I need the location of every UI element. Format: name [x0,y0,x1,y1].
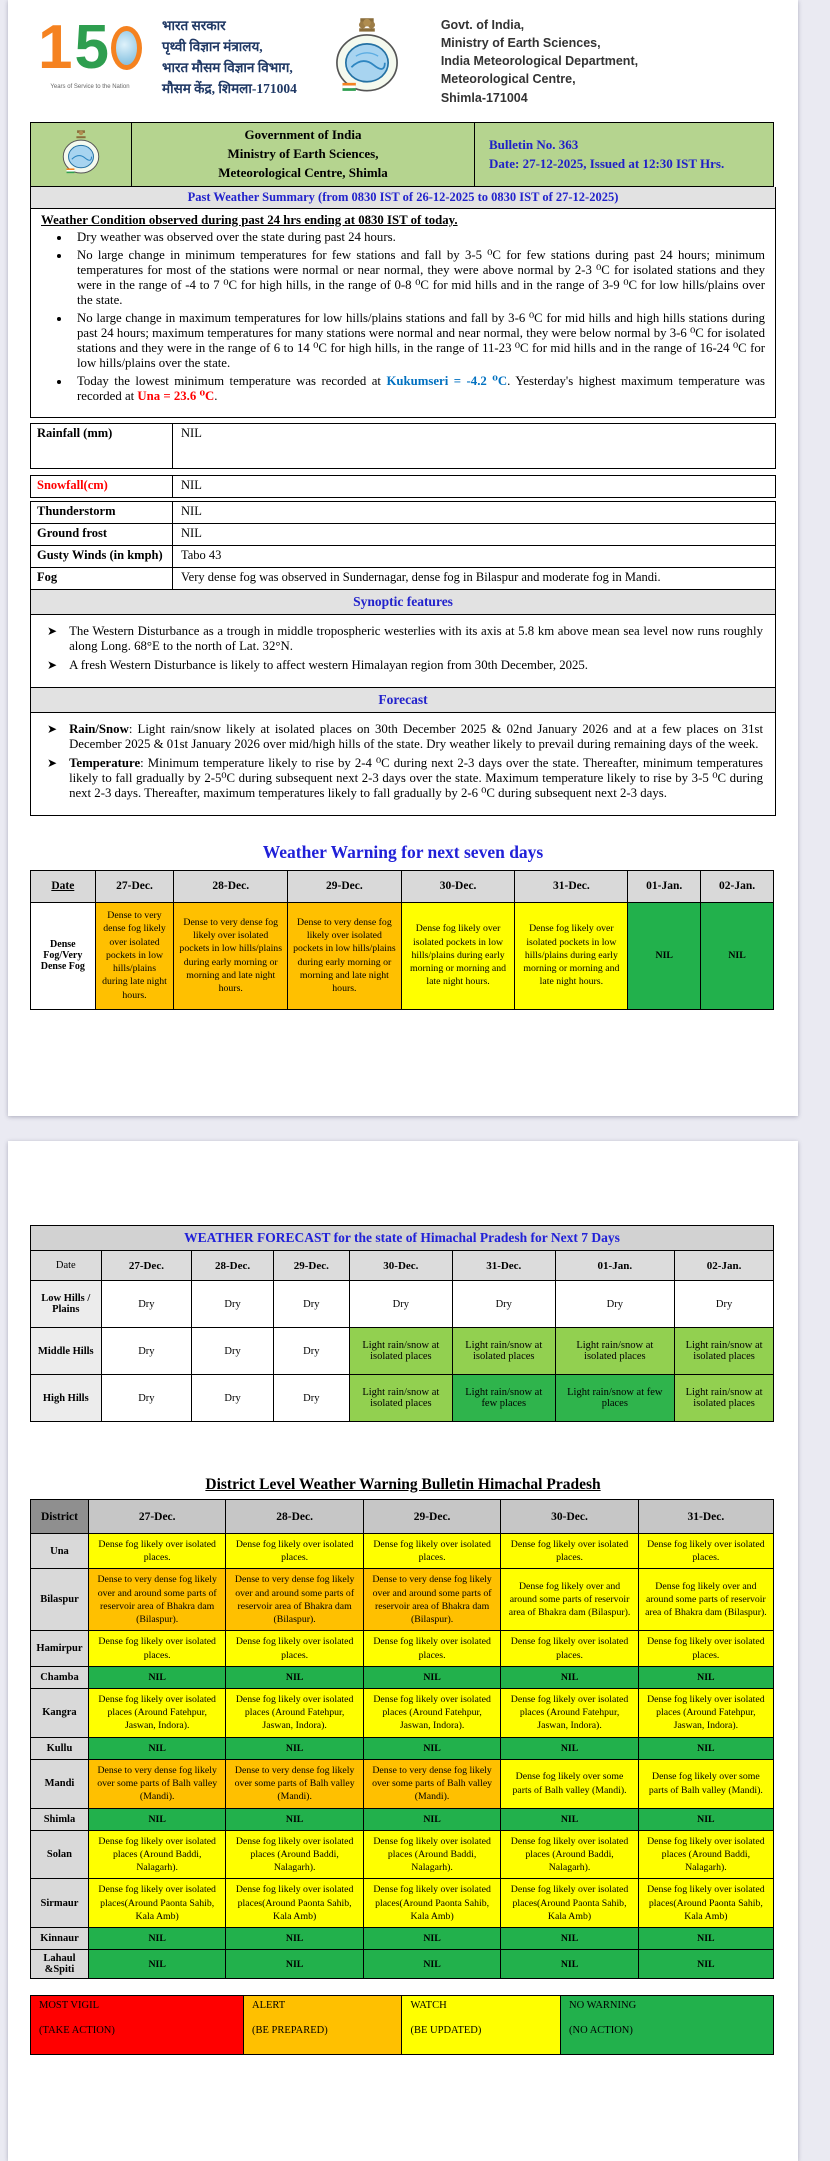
district-warning-cell: Dense to very dense fog likely over and around some parts of reservoir area of Bhakra dam (Bilaspur). [88,1569,225,1631]
forecast-lead: Rain/Snow [69,721,129,736]
forecast-bullet [47,722,763,752]
district-name-cell: Kullu [31,1737,89,1759]
letterhead [8,0,798,116]
forecast-date-header: 27-Dec. [101,1251,192,1281]
imd-150-years-logo [38,13,142,90]
synoptic-bullet [47,658,763,673]
district-row [31,1950,774,1979]
tricolor-flag-icon [342,83,355,91]
district-warning-cell: Dense fog likely over isolated places (Around Fatehpur, Jaswan, Indora). [501,1688,638,1737]
district-warning-cell: NIL [88,1928,225,1950]
district-warning-cell: Dense fog likely over some parts of Balh valley (Mandi). [501,1759,638,1808]
district-warning-cell: Dense fog likely over isolated places. [226,1631,363,1666]
arrow-bullet-icon: ➤ [47,721,58,736]
district-warning-cell: Dense fog likely over isolated places (Around Baddi, Nalagarh). [88,1830,225,1879]
district-warning-cell: Dense fog likely over isolated places. [88,1631,225,1666]
district-warning-cell: Dense to very dense fog likely over some parts of Balh valley (Mandi). [88,1759,225,1808]
forecast-cell: Dry [101,1281,192,1328]
district-warning-cell: Dense fog likely over isolated places (Around Baddi, Nalagarh). [226,1830,363,1879]
bulletin-date: Date: 27-12-2025, Issued at 12:30 IST Hrs. [489,156,725,172]
district-row [31,1879,774,1928]
district-row [31,1534,774,1569]
bulletin-number: Bulletin No. 363 [489,136,579,152]
weather-condition-section [30,209,776,418]
weather-warning-table [30,870,774,1010]
document-page-2 [8,1141,798,2161]
district-warning-cell: NIL [501,1928,638,1950]
forecast-date-header: 29-Dec. [273,1251,349,1281]
forecast-cell: Dry [101,1375,192,1422]
bullet-item: • Dry weather was observed over the state during past 24 hours. [71,230,765,245]
logo-caption: Years of Service to the Nation [50,84,130,90]
district-warning-cell: NIL [501,1950,638,1979]
forecast-cell: Dry [452,1281,555,1328]
district-warning-cell: NIL [88,1737,225,1759]
bulletin-meta [475,123,774,187]
district-header-row [31,1500,774,1534]
weather-condition-bullets [71,230,765,404]
forecast-row-label: Middle Hills [31,1328,102,1375]
legend-sublabel: (BE PREPARED) [251,2025,328,2037]
legend-label: NO WARNING [568,2000,637,2012]
district-warning-cell: Dense fog likely over and around some parts of reservoir area of Bhakra dam (Bilaspur). [501,1569,638,1631]
warning-date-header: 27-Dec. [95,870,174,902]
forecast-cell: Dry [273,1328,349,1375]
district-name-cell: Una [31,1534,89,1569]
warning-cell: Dense fog likely over isolated pockets in low hills/plains during early morning or morning and late night hours. [515,902,628,1009]
forecast-date-header: 31-Dec. [452,1251,555,1281]
warning-date-header: 01-Jan. [628,870,701,902]
banner-line: Ministry of Earth Sciences, [227,145,379,161]
observation-label: Thunderstorm [31,502,173,523]
forecast-cell: Dry [192,1281,274,1328]
forecast-row [31,1375,774,1422]
district-date-header: 31-Dec. [638,1500,773,1534]
warning-cell: NIL [701,902,774,1009]
observation-value: NIL [181,503,202,518]
hindi-line: भारत मौसम विज्ञान विभाग, [162,59,293,75]
district-date-header: 28-Dec. [226,1500,363,1534]
district-warning-cell: Dense fog likely over isolated places. [638,1534,773,1569]
district-warning-cell: Dense fog likely over isolated places (Around Fatehpur, Jaswan, Indora). [226,1688,363,1737]
district-warning-cell: Dense fog likely over isolated places(Around Paonta Sahib, Kala Amb) [638,1879,773,1928]
forecast-text [69,722,763,752]
legend-watch [402,1996,561,2055]
district-warning-cell: NIL [501,1808,638,1830]
district-warning-cell: NIL [501,1666,638,1688]
forecast-body: : Minimum temperature likely to rise by 2-4 ⁰C during next 2-3 days over the state. Thereafter, minimum temperatures likely to fall gradually by 2-5⁰C during subsequent next 2-3 days over the state. Maximum temperature likely to rise by 3-5 ⁰C during next 2-3 days. Thereafter, maximum temperatures likely to fall gradually by 2-6 ⁰C during subsequent next 2-3 days. [69,755,763,800]
bulletin-banner [30,122,774,187]
observation-row [30,475,776,498]
state-forecast-table [30,1225,774,1422]
hindi-line: मौसम केंद्र, शिमला-171004 [162,80,297,96]
forecast-date-header: 30-Dec. [349,1251,452,1281]
district-date-header: 30-Dec. [501,1500,638,1534]
ministry-name-hindi [162,16,297,100]
forecast-row [31,1328,774,1375]
arrow-bullet-icon: ➤ [47,623,58,638]
district-warning-cell: Dense fog likely over isolated places. [501,1631,638,1666]
observation-label: Fog [31,568,173,589]
highest-max-temp-value: Una = 23.6 ⁰C [137,388,215,403]
english-line: Govt. of India, [440,18,525,32]
forecast-title: Forecast [30,688,776,713]
district-row [31,1631,774,1666]
district-warning-cell: NIL [363,1666,500,1688]
legend-no-warning [560,1996,773,2055]
observation-value: Tabo 43 [181,547,222,562]
forecast-section [30,713,776,816]
bullet-item [71,374,765,404]
district-name-cell: Sirmaur [31,1879,89,1928]
warning-cell: Dense to very dense fog likely over isolated pockets in low hills/plains during late night hours. [95,902,174,1009]
banner-line: Government of India [244,127,362,142]
legend-most-vigil [31,1996,244,2055]
forecast-cell: Light rain/snow at isolated places [452,1328,555,1375]
synoptic-text: The Western Disturbance as a trough in middle tropospheric westerlies with its axis at 5.8 km above mean sea level now runs roughly along Long. 68°E to the north of Lat. 32°N. [69,623,763,653]
district-warning-cell: NIL [638,1737,773,1759]
observations-table [30,423,776,590]
warning-data-row [31,902,774,1009]
district-warning-cell: Dense to very dense fog likely over some parts of Balh valley (Mandi). [226,1759,363,1808]
district-warning-cell: Dense fog likely over isolated places. [88,1534,225,1569]
forecast-date-header: 02-Jan. [675,1251,774,1281]
forecast-row [31,1281,774,1328]
district-date-header: 27-Dec. [88,1500,225,1534]
district-warning-cell: NIL [363,1808,500,1830]
legend-sublabel: (TAKE ACTION) [39,2025,115,2037]
forecast-lead: Temperature [69,755,141,770]
weather-condition-heading: Weather Condition observed during past 24 hrs ending at 0830 IST of today. [41,212,458,227]
warning-date-header: 31-Dec. [515,870,628,902]
district-warning-cell: NIL [638,1928,773,1950]
district-name-cell: Solan [31,1830,89,1879]
district-warning-cell: Dense fog likely over isolated places. [226,1534,363,1569]
english-line: India Meteorological Department, [440,54,639,69]
ashoka-lions-icon [359,18,375,31]
department-name-english [441,16,638,107]
forecast-row-label: High Hills [31,1375,102,1422]
district-row [31,1666,774,1688]
observation-row [30,501,776,524]
page-gap [0,1116,830,1141]
weather-warning-title: Weather Warning for next seven days [262,841,544,862]
legend-label: ALERT [251,2000,286,2012]
hindi-line: पृथ्वी विज्ञान मंत्रालय, [162,38,263,54]
forecast-cell: Dry [192,1375,274,1422]
synoptic-text: A fresh Western Disturbance is likely to affect western Himalayan region from 30th December, 2025. [69,657,589,672]
observation-value: NIL [181,477,202,492]
text-segment: . [214,388,218,403]
warning-header-row [31,870,774,902]
district-warning-cell: Dense fog likely over some parts of Balh valley (Mandi). [638,1759,773,1808]
district-warning-table [30,1499,774,1979]
district-warning-cell: NIL [363,1737,500,1759]
district-name-cell: Kangra [31,1688,89,1737]
forecast-date-header: Date [31,1251,102,1281]
district-warning-cell: NIL [88,1666,225,1688]
district-warning-cell: Dense fog likely over isolated places. [638,1631,773,1666]
forecast-date-header: 01-Jan. [555,1251,675,1281]
legend-sublabel: (NO ACTION) [568,2025,633,2037]
forecast-cell: Dry [555,1281,675,1328]
forecast-cell: Dry [101,1328,192,1375]
district-warning-cell: NIL [638,1808,773,1830]
district-row [31,1928,774,1950]
observation-label: Gusty Winds (in kmph) [31,546,173,567]
district-warning-cell: Dense fog likely over isolated places (Around Baddi, Nalagarh). [363,1830,500,1879]
text-segment: Today the lowest minimum temperature was recorded at [77,373,387,388]
forecast-cell: Dry [273,1375,349,1422]
synoptic-features-title: Synoptic features [30,590,776,615]
observation-row [30,423,776,469]
observation-label: Ground frost [31,524,173,545]
district-warning-cell: NIL [363,1950,500,1979]
district-warning-cell: Dense fog likely over isolated places (Around Baddi, Nalagarh). [501,1830,638,1879]
district-row [31,1737,774,1759]
hindi-line: भारत सरकार [162,18,226,33]
lowest-min-temp-value: Kukumseri = -4.2 ⁰C [386,373,508,388]
forecast-text [69,756,763,801]
district-warning-cell: NIL [363,1928,500,1950]
observation-label: Snowfall(cm) [31,476,173,497]
observation-value: NIL [181,425,202,440]
logo-globe-icon [111,26,142,70]
document-page-1 [8,0,798,1116]
bullet-item: • No large change in maximum temperatures for low hills/plains stations and fall by 3-6 ⁰C for mid hills and high hills stations during past 24 hours; maximum temperatures for many stations were normal and near normal, they were below normal by 3-6 ⁰C for isolated stations and they were in the range of 6 to 14 ⁰C for high hills, in the range of 11-23 ⁰C for mid hills and in the range of 16-24 ⁰C for low hills/plains over the state. [71,311,765,371]
district-warning-cell: NIL [226,1666,363,1688]
forecast-cell: Light rain/snow at few places [555,1375,675,1422]
district-name-cell: Chamba [31,1666,89,1688]
banner-emblem [31,123,132,187]
warning-date-header: 28-Dec. [174,870,288,902]
district-warning-cell: Dense fog likely over isolated places. [363,1534,500,1569]
district-warning-cell: Dense fog likely over isolated places (Around Baddi, Nalagarh). [638,1830,773,1879]
district-warning-cell: NIL [88,1808,225,1830]
district-name-cell: Shimla [31,1808,89,1830]
forecast-date-header: 28-Dec. [192,1251,274,1281]
forecast-cell: Dry [273,1281,349,1328]
logo-digit-5: 5 [74,13,109,82]
past-weather-summary-title: Past Weather Summary (from 0830 IST of 26-12-2025 to 0830 IST of 27-12-2025) [30,187,776,209]
district-warning-cell: Dense fog likely over and around some parts of reservoir area of Bhakra dam (Bilaspur). [638,1569,773,1631]
observation-row [30,545,776,568]
district-warning-cell: Dense fog likely over isolated places(Around Paonta Sahib, Kala Amb) [88,1879,225,1928]
warning-date-header: 29-Dec. [288,870,402,902]
forecast-cell: Dry [675,1281,774,1328]
district-row [31,1569,774,1631]
district-name-cell: Bilaspur [31,1569,89,1631]
district-warning-cell: NIL [638,1950,773,1979]
synoptic-features-section [30,615,776,688]
arrow-bullet-icon: ➤ [47,657,58,672]
warning-legend [30,1995,774,2055]
district-warning-cell: NIL [501,1737,638,1759]
district-warning-cell: Dense fog likely over isolated places(Around Paonta Sahib, Kala Amb) [363,1879,500,1928]
forecast-cell: Dry [349,1281,452,1328]
district-name-cell: Mandi [31,1759,89,1808]
imd-emblem [331,16,403,99]
english-line: Meteorological Centre, [440,72,576,87]
district-row [31,1830,774,1879]
district-warning-cell: Dense fog likely over isolated places. [501,1534,638,1569]
forecast-cell: Light rain/snow at few places [452,1375,555,1422]
synoptic-bullet [47,624,763,654]
forecast-cell: Light rain/snow at isolated places [349,1375,452,1422]
forecast-cell: Light rain/snow at isolated places [555,1328,675,1375]
warning-row-label: Dense Fog/Very Dense Fog [31,902,96,1009]
observation-row [30,567,776,590]
district-corner-header: District [31,1500,89,1534]
forecast-cell: Light rain/snow at isolated places [675,1375,774,1422]
english-line: Ministry of Earth Sciences, [440,36,601,51]
forecast-header-row [31,1251,774,1281]
logo-150-digits [38,13,142,82]
district-row [31,1759,774,1808]
warning-date-header: 30-Dec. [401,870,515,902]
bullet-item: • No large change in minimum temperatures for few stations and fall by 3-5 ⁰C for few stations during past 24 hours; minimum temperatures for most of the stations were normal or near normal, they were above normal by 2-3 ⁰C for isolated stations and they were in the range of -4 to 7 ⁰C for high hills, in the range of 0-8 ⁰C for mid hills and in the range of 3-9 ⁰C for low hills/plains over the state. [71,248,765,308]
observation-row [30,523,776,546]
district-bulletin-title: District Level Weather Warning Bulletin Himachal Pradesh [205,1476,601,1493]
banner-line: Meteorological Centre, Shimla [218,164,388,180]
logo-digit-1: 1 [38,13,73,82]
district-warning-cell: NIL [226,1808,363,1830]
english-line: Shimla-171004 [440,90,528,105]
district-name-cell: Lahaul &Spiti [31,1950,89,1979]
district-warning-cell: NIL [638,1666,773,1688]
district-row [31,1808,774,1830]
district-warning-cell: Dense fog likely over isolated places (Around Fatehpur, Jaswan, Indora). [88,1688,225,1737]
forecast-table-title: WEATHER FORECAST for the state of Himachal Pradesh for Next 7 Days [31,1226,774,1251]
district-warning-cell: Dense to very dense fog likely over and around some parts of reservoir area of Bhakra dam (Bilaspur). [363,1569,500,1631]
banner-org-title [132,123,475,187]
district-warning-cell: Dense fog likely over isolated places(Around Paonta Sahib, Kala Amb) [501,1879,638,1928]
legend-alert [243,1996,402,2055]
warning-date-header: 02-Jan. [701,870,774,902]
forecast-cell: Dry [192,1328,274,1375]
legend-label: WATCH [410,2000,447,2012]
legend-sublabel: (BE UPDATED) [410,2025,482,2037]
district-warning-cell: NIL [226,1950,363,1979]
observation-label: Rainfall (mm) [31,424,173,468]
district-date-header: 29-Dec. [363,1500,500,1534]
observation-value: NIL [181,525,202,540]
district-row [31,1688,774,1737]
warning-date-header: Date [31,870,96,902]
warning-cell: NIL [628,902,701,1009]
district-warning-cell: Dense fog likely over isolated places (Around Fatehpur, Jaswan, Indora). [638,1688,773,1737]
district-warning-cell: Dense fog likely over isolated places (Around Fatehpur, Jaswan, Indora). [363,1688,500,1737]
district-warning-cell: NIL [226,1928,363,1950]
forecast-body: : Light rain/snow likely at isolated places on 30th December 2025 & 02nd January 2026 and at a few places on 31st December 2025 & 01st January 2026 over mid/high hills of the state. Dry weather likely to prevail during remaining days of the week. [69,721,763,751]
forecast-cell: Light rain/snow at isolated places [349,1328,452,1375]
warning-cell: Dense to very dense fog likely over isolated pockets in low hills/plains during early morning or morning and late night hours. [288,902,402,1009]
district-warning-cell: Dense fog likely over isolated places. [363,1631,500,1666]
district-warning-cell: Dense to very dense fog likely over and around some parts of reservoir area of Bhakra dam (Bilaspur). [226,1569,363,1631]
district-warning-cell: NIL [88,1950,225,1979]
warning-cell: Dense fog likely over isolated pockets in low hills/plains during early morning or morning and late night hours. [401,902,515,1009]
arrow-bullet-icon: ➤ [47,755,58,770]
forecast-bullet [47,756,763,801]
legend-label: MOST VIGIL [39,2000,99,2012]
text-segment: . Yesterday's highest maximum temperature was recorded at [77,373,765,403]
observation-value: Very dense fog was observed in Sundernagar, dense fog in Bilaspur and moderate fog in Mandi. [181,569,661,584]
warning-cell: Dense to very dense fog likely over isolated pockets in low hills/plains during early morning or morning and late night hours. [174,902,288,1009]
district-warning-cell: Dense to very dense fog likely over some parts of Balh valley (Mandi). [363,1759,500,1808]
district-warning-cell: Dense fog likely over isolated places(Around Paonta Sahib, Kala Amb) [226,1879,363,1928]
forecast-cell: Light rain/snow at isolated places [675,1328,774,1375]
district-name-cell: Kinnaur [31,1928,89,1950]
forecast-row-label: Low Hills / Plains [31,1281,102,1328]
district-name-cell: Hamirpur [31,1631,89,1666]
district-warning-cell: NIL [226,1737,363,1759]
